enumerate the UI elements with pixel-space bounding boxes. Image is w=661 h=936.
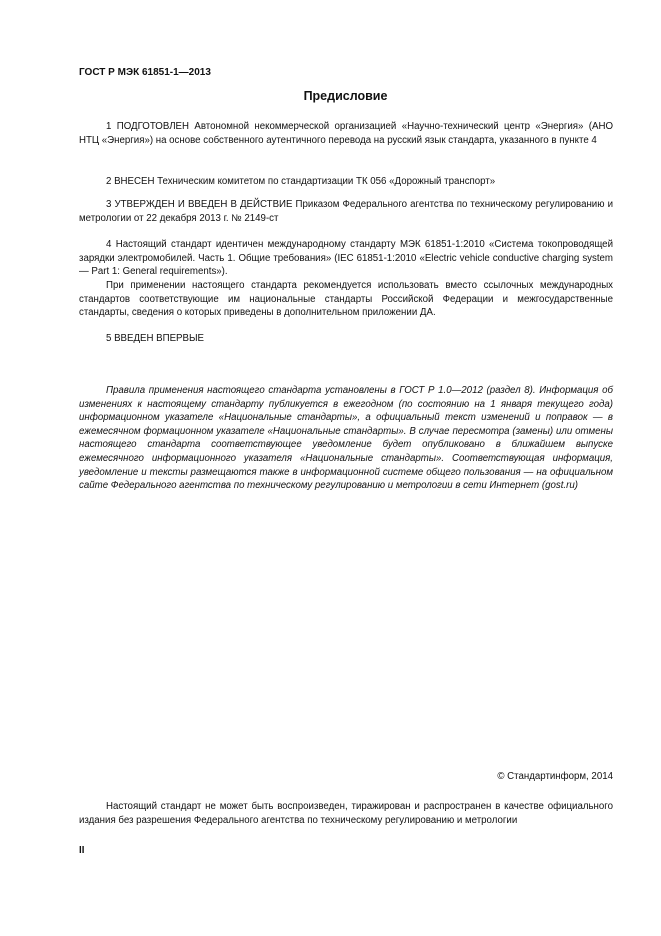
paragraph-2-submitted: 2 ВНЕСЕН Техническим комитетом по стандартизации ТК 056 «Дорожный транспорт» — [106, 176, 496, 187]
document-code-header: ГОСТ Р МЭК 61851-1—2013 — [79, 67, 211, 78]
paragraph-4-identical: 4 Настоящий стандарт идентичен международному стандарту МЭК 61851-1:2010 «Система токопроводящей зарядки электромобилей. Часть 1. Общие требования» (IEC 61851-1:2010 «Electric vehicle conductive charging system — Part 1: General requirements»). — [79, 239, 613, 278]
rules-of-application-notice: Правила применения настоящего стандарта установлены в ГОСТ Р 1.0—2012 (раздел 8). Информация об изменениях к настоящему стандарту публикуется в ежегодном (по состоянию на 1 января текущего года) информационном указателе «Национальные стандарты», а официальный текст изменений и поправок — в ежемесячном формационном указателе «Национальные стандарты». В случае пересмотра (замены) или отмены настоящего стандарта соответствующее уведомление будет опубликовано в ближайшем выпуске ежемесячного информационного указателя «Национальные стандарты». Соответствующая информация, уведомление и тексты размещаются также в информационной системе общего пользования — на официальном сайте Федерального агентства по техническому регулированию и метрологии в сети Интернет (gost.ru) — [79, 385, 613, 492]
page-title: Предисловие — [303, 89, 388, 103]
paragraph-1-prepared: 1 ПОДГОТОВЛЕН Автономной некоммерческой организацией «Научно-технический центр «Энергия» (АНО НТЦ «Энергия») на основе собственного аутентичного перевода на русский язык стандарта, указанного в пункте 4 — [79, 121, 613, 146]
page-number: II — [79, 845, 85, 856]
paragraph-4-references: При применении настоящего стандарта рекомендуется использовать вместо ссылочных международных стандартов соответствующие им национальные стандарты Российской Федерации и межгосударственные стандарты, сведения о которых приведены в дополнительном приложении ДА. — [79, 280, 613, 319]
reproduction-notice: Настоящий стандарт не может быть воспроизведен, тиражирован и распространен в качестве официального издания без разрешения Федерального агентства по техническому регулированию и метрологии — [79, 801, 613, 826]
paragraph-3-approved: 3 УТВЕРЖДЕН И ВВЕДЕН В ДЕЙСТВИЕ Приказом Федерального агентства по техническому регулированию и метрологии от 22 декабря 2013 г. № 2149-ст — [79, 199, 613, 224]
copyright-line: © Стандартинформ, 2014 — [497, 771, 613, 782]
paragraph-5-first-introduced: 5 ВВЕДЕН ВПЕРВЫЕ — [106, 333, 205, 344]
